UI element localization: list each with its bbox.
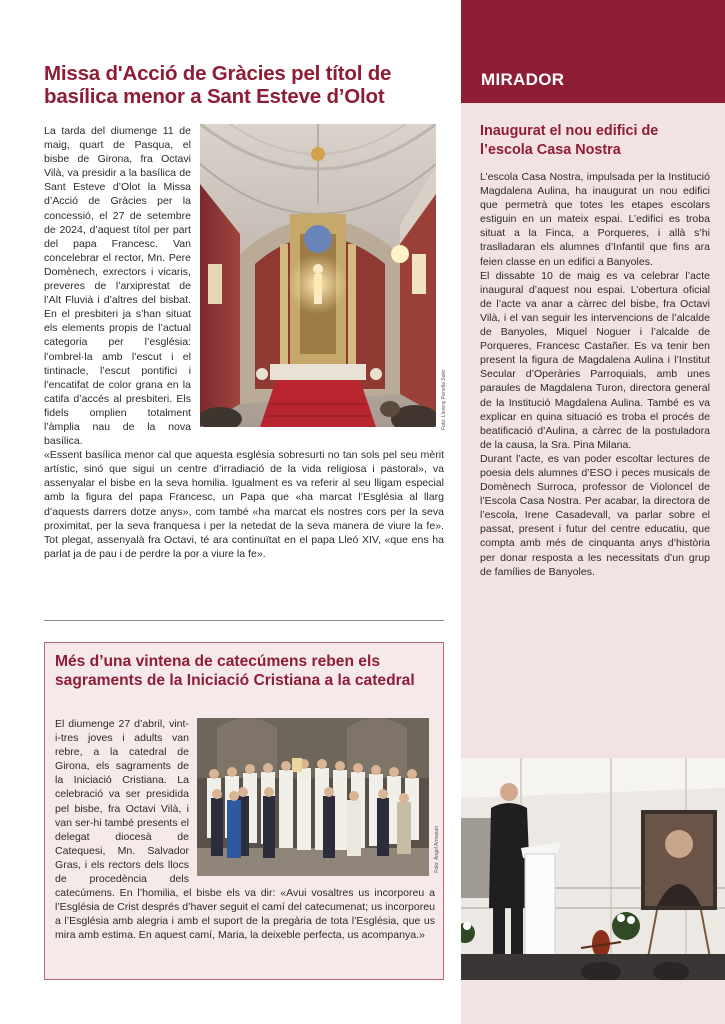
photo-credit: Foto: Àngel Armazan [434, 826, 440, 873]
catechumens-article-body [55, 717, 440, 943]
sidebar-paragraph: El dissabte 10 de maig es va celebrar l’acte inaugural d’aquest nou espai. L’obertura oficial de l’acte va anar a càrrec del bisbe, fra Octavi Vilà, i el van seguir les intervencions de l’alcalde de Banyoles, Miquel Noguer i l’alcalde de Porqueres, Francesc Castañer. Es va tenir ben present la figura de Magdalena Aulina i l’Institut Secular d’Operàries Parroquials, amb unes paraules de Magdalena Turon, directora general de la Institució Magdalena Aulina. També es va explicar en quina situació es troba el procés de beatificació d’Aulina, a càrrec de la postuladora de la causa, la Sra. Pina Milana. [480, 269, 710, 451]
basilica-interior-photo [200, 124, 447, 430]
mirador-sidebar [461, 0, 725, 1024]
main-article-paragraph: «Essent basílica menor cal que aquesta església sobresurti no tan sols pel seu mèrit artístic, sinó que sigui un centre d’irradiació de la vida religiosa i pastoral», va assenyalar el bisbe en la seva homilia. Igualment es va referir al seu lligam especial amb la figura del papa Francesc, un Papa que «ha marcat l’Església al llarg d’aquests darrers dotze anys», com també «ha marcat els nostres cors per la seva proximitat, per la seva franquesa i per la netedat de la seva manera de viure la fe». Tot plegat, assenyalà fra Octavi, té ara continuïtat en el papa Lleó XIV, «que ens ha parlat ja de pau i de perdre la por a viure la fe». [44, 449, 444, 560]
sidebar-header-label: MIRADOR [481, 70, 565, 89]
catechumens-group-photo [197, 718, 440, 876]
main-article-body [44, 124, 447, 561]
sidebar-paragraph: L’escola Casa Nostra, impulsada per la Institució Magdalena Aulina, ha inaugurat un nou edifici que permetrà que totes les etapes escolars estiguin en un mateix espai. L’edifici es troba situat a la Finca, a Porqueres, i allà s’hi traslladaran els alumnes d’Infantil que fins ara feien classe en un edifici a Banyoles. [480, 171, 710, 268]
sidebar-article-title: Inaugurat el nou edifici de l’escola Casa Nostra [480, 123, 659, 158]
photo-credit: Foto: Llorenç Parrella Soler [441, 369, 447, 430]
main-article-title: Missa d'Acció de Gràcies pel títol de basílica menor a Sant Esteve d’Olot [44, 62, 392, 108]
main-article-paragraph: La tarda del diumenge 11 de maig, quart de Pasqua, el bisbe de Girona, fra Octavi Vilà, va presidir a la basílica de Sant Esteve d’Olot la Missa d’Acció de Gràcies per la concessió, el 27 de setembre de 2024, d’aquest títol per part del papa Francesc. Van concelebrar el rector, Mn. Pere Domènech, exrectors i vicaris, preveres de l’arxiprestat de l’Alt Fluvià i d’altres del bisbat. En el presbiteri ja s’han situat els elements propis de l’actual categoria per l’església: l’ombrel·la amb l’escut i el tintinacle, l’escut pontifici i l’encatifat de color grana en la catifa d’accés al presbiteri. Els fidels omplien totalment l’àmplia nau de la nova basílica. [44, 125, 191, 448]
school-inauguration-photo [461, 758, 725, 980]
sidebar-header [461, 0, 725, 103]
sidebar-paragraph: Durant l’acte, es van poder escoltar lectures de poesia dels alumnes d’ESO i peces musicals de Domènech Surroca, professor de Violoncel de l’Escola Casa Nostra. Per acabar, la directora de l’escola, Irene Casadevall, va parlar sobre el passat, present i futur del centre educatiu, que compta amb més de cinquanta anys d’història per donar resposta a les necessitats d’un grup de famílies de Banyoles. [480, 452, 710, 578]
catechumens-article-title: Més d’una vintena de catecúmens reben els sagraments de la Iniciació Cristiana a la catedral [55, 653, 415, 689]
catechumens-article-paragraph: El diumenge 27 d’abril, vint-i-tres joves i adults van rebre, a la catedral de Girona, els sagraments de la Iniciació Cristiana. La celebració va ser presidida pel bisbe, fra Octavi Vilà, i van ser-hi també presents el delegat diocesà de Catequesi, Mn. Salvador Gras, i els rectors dels llocs de procedència dels catecúmens. En l’homilia, el bisbe els va dir: «Avui vosaltres us incorporeu a l’Església de Crist després d’haver seguit el camí del catecumenat; us incorporeu a l’Església amb alegria i amb el suport de la pregària de tota l’Església, que us mira amb estima. En aquest camí, Maria, la deixeble perfecta, us acompanya.» [55, 718, 435, 942]
section-divider [44, 620, 444, 621]
sidebar-article-body [480, 170, 710, 579]
catechumens-article-box [44, 642, 444, 980]
